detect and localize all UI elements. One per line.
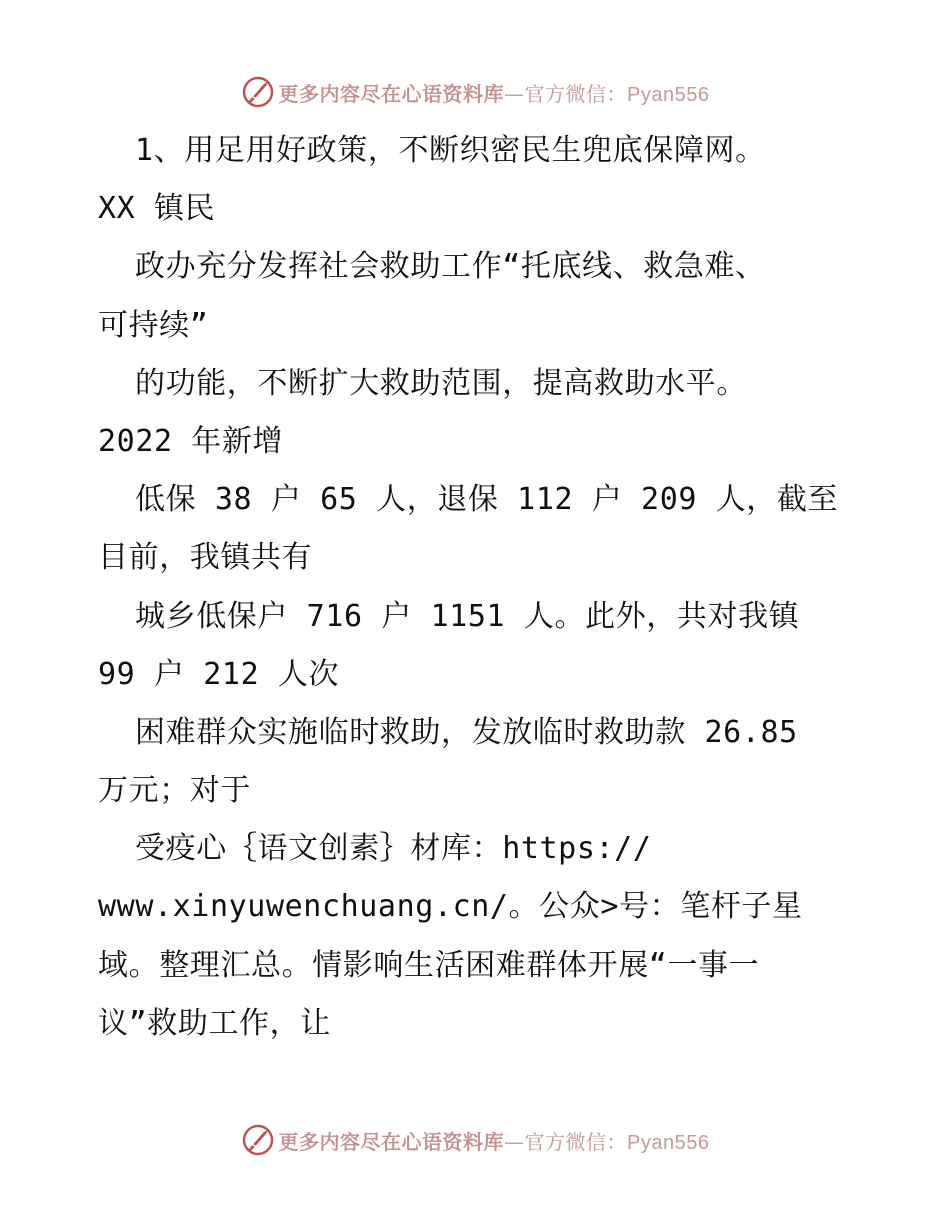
paragraph-line: 的功能，不断扩大救助范围，提高救助水平。	[135, 365, 747, 401]
paragraph-line: 99 户 212 人次	[98, 656, 340, 692]
paragraph-line: 受疫心｛语文创素｝材库：https://	[135, 831, 652, 867]
watermark-wechat-label: 官方微信：	[524, 1129, 628, 1154]
paragraph-line: 可持续”	[98, 307, 209, 343]
paragraph-line: 低保 38 户 65 人，退保 112 户 209 人，截至	[135, 482, 839, 518]
paragraph-line: 困难群众实施临时救助，发放临时救助款 26.85	[135, 714, 798, 750]
watermark-text	[279, 1126, 710, 1155]
paragraph-line: 城乡低保户 716 户 1151 人。此外，共对我镇	[135, 598, 800, 634]
paragraph-line: 2022 年新增	[98, 423, 284, 459]
paragraph-line: 万元；对于	[98, 773, 251, 809]
watermark-separator: —	[504, 1129, 525, 1154]
watermark-brand: 更多内容尽在心语资料库	[278, 81, 505, 106]
watermark-wechat-label: 官方微信：	[524, 81, 628, 106]
document-body	[98, 122, 858, 1053]
watermark-separator: —	[504, 81, 525, 106]
watermark-text	[279, 78, 710, 107]
watermark-wechat-id: Pyan556	[627, 83, 710, 106]
paragraph-line: 域。整理汇总。情影响生活困难群体开展“一事一	[98, 947, 760, 983]
paragraph-line: 1、用足用好政策，不断织密民生兜底保障网。	[135, 133, 766, 168]
paragraph-line: 目前，我镇共有	[98, 540, 313, 576]
quill-pen-logo-icon	[241, 75, 275, 109]
footer-watermark	[0, 1120, 950, 1160]
paragraph-line: 议”救助工作，让	[98, 1005, 331, 1041]
watermark-wechat-id: Pyan556	[627, 1131, 710, 1154]
paragraph-line: 政办充分发挥社会救助工作“托底线、救急难、	[135, 249, 766, 285]
quill-pen-logo-icon	[241, 1123, 275, 1157]
paragraph-line: www.xinyuwenchuang.cn/。公众>号：笔杆子星	[98, 889, 803, 925]
watermark-brand: 更多内容尽在心语资料库	[278, 1129, 505, 1154]
paragraph-line: XX 镇民	[98, 191, 216, 227]
header-watermark	[0, 72, 950, 112]
